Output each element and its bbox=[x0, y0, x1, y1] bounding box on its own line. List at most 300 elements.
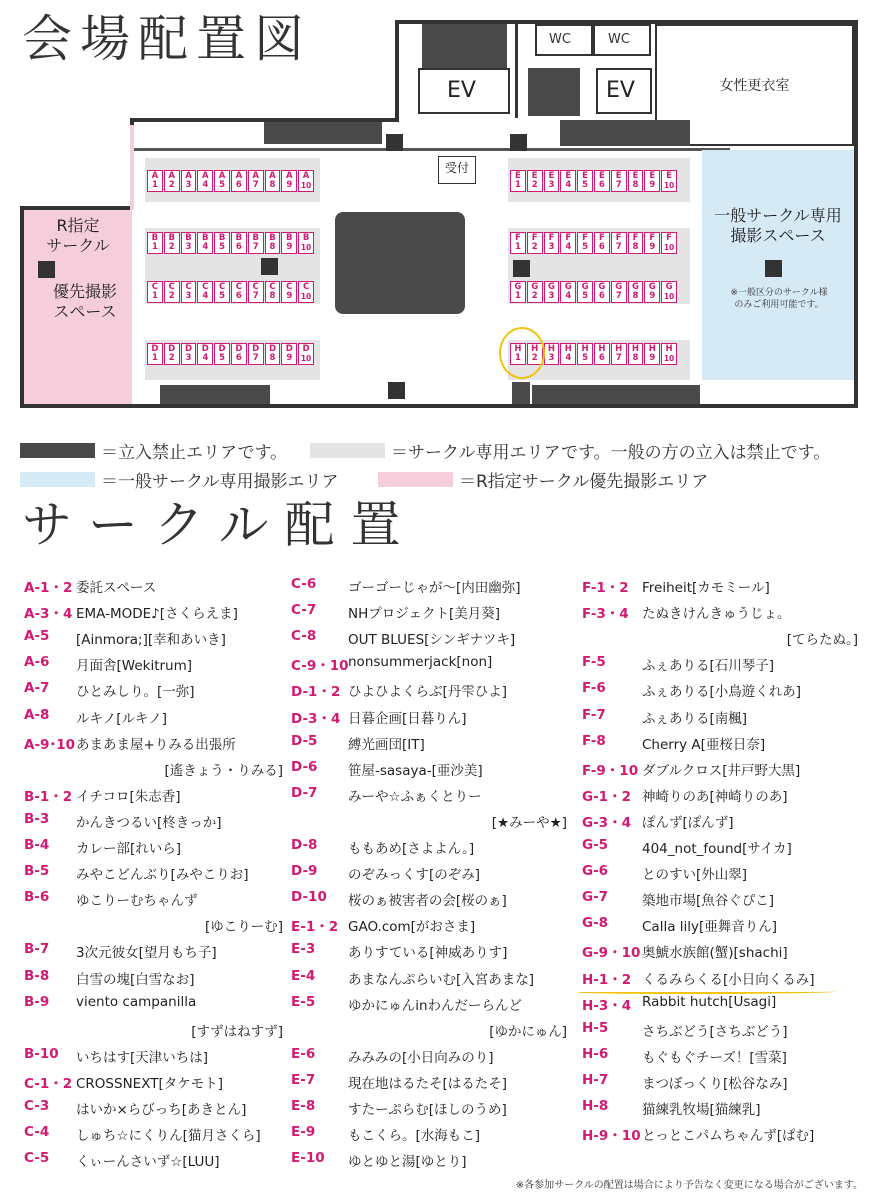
booth-number: 3 bbox=[185, 242, 192, 252]
booth-letter: C bbox=[168, 282, 175, 292]
circle-name: 桜のぁ被害者の会[桜のぁ] bbox=[348, 893, 507, 910]
restricted-area bbox=[160, 385, 270, 404]
booth-h-7 bbox=[611, 343, 627, 365]
booth-g-10 bbox=[661, 281, 677, 303]
booth-letter: G bbox=[631, 282, 639, 292]
booth-b-8 bbox=[265, 232, 281, 254]
booth-number: 8 bbox=[632, 291, 639, 301]
booth-g-8 bbox=[628, 281, 644, 303]
circle-name: とっとこパムちゃんず[ぱむ] bbox=[642, 1128, 815, 1145]
booth-c-5 bbox=[214, 281, 230, 303]
booth-letter: G bbox=[581, 282, 589, 292]
restricted-area bbox=[560, 120, 690, 146]
circle-code: B-7 bbox=[24, 941, 50, 958]
circle-code: D-3・4 bbox=[291, 710, 341, 727]
circle-name: 現在地はるたそ[はるたそ] bbox=[348, 1075, 508, 1092]
booth-number: 10 bbox=[663, 181, 675, 190]
circle-name: ふぇありる[小鳥遊くれあ] bbox=[642, 684, 802, 701]
booth-number: 2 bbox=[531, 353, 538, 363]
circle-code: D-8 bbox=[291, 837, 318, 853]
circle-code: A-5 bbox=[24, 628, 50, 645]
restricted-area bbox=[264, 122, 382, 144]
booth-letter: E bbox=[649, 171, 656, 181]
circle-code: A-6 bbox=[24, 654, 50, 671]
booth-letter: A bbox=[235, 171, 243, 181]
circle-name: 委託スペース bbox=[76, 580, 157, 596]
booth-number: 9 bbox=[649, 353, 656, 363]
booth-letter: G bbox=[564, 282, 572, 292]
booth-number: 10 bbox=[663, 354, 675, 363]
circle-code: A-8 bbox=[24, 706, 50, 723]
booth-letter: F bbox=[649, 233, 656, 243]
booth-letter: G bbox=[648, 282, 656, 292]
circle-code: H-3・4 bbox=[582, 997, 632, 1014]
circle-name: のぞみっくす[のぞみ] bbox=[348, 867, 481, 884]
circle-name: ゴーゴーじゃが〜[内田幽弥] bbox=[348, 580, 521, 596]
booth-b-5 bbox=[214, 232, 230, 254]
booth-number: 8 bbox=[632, 242, 639, 252]
booth-h-10 bbox=[661, 343, 677, 365]
circle-code: E-5 bbox=[291, 993, 316, 1010]
booth-c-3 bbox=[181, 281, 197, 303]
booth-letter: C bbox=[151, 282, 159, 292]
booth-number: 10 bbox=[300, 354, 312, 363]
booth-number: 6 bbox=[598, 180, 605, 190]
list-title: サークル配置 bbox=[22, 496, 417, 554]
booth-letter: D bbox=[285, 344, 293, 354]
circle-name-continued: [ゆかにゅん] bbox=[489, 1023, 567, 1040]
booth-number: 10 bbox=[300, 243, 312, 252]
booth-letter: F bbox=[615, 233, 622, 243]
booth-e-3 bbox=[544, 170, 560, 192]
booth-f-9 bbox=[644, 232, 660, 254]
wall bbox=[854, 20, 858, 408]
booth-letter: A bbox=[168, 171, 175, 181]
circle-name: かんきつるい[柊きっか] bbox=[76, 814, 222, 831]
booth-number: 9 bbox=[286, 180, 293, 190]
general-area-label: 一般サークル専用 撮影スペース bbox=[714, 206, 842, 245]
booth-letter: H bbox=[598, 344, 606, 354]
booth-number: 3 bbox=[548, 353, 555, 363]
booth-c-2 bbox=[164, 281, 180, 303]
circle-name: 猫練乳牧場[猫練乳] bbox=[642, 1102, 761, 1118]
circle-name: ひとみしり。[一弥] bbox=[76, 684, 195, 701]
booth-number: 3 bbox=[548, 242, 555, 252]
booth-number: 8 bbox=[269, 242, 276, 252]
circle-name: ルキノ[ルキノ] bbox=[76, 710, 167, 727]
booth-letter: A bbox=[151, 171, 159, 181]
wc-label: WC bbox=[549, 32, 571, 47]
booth-g-7 bbox=[611, 281, 627, 303]
circle-name: 奥鯱水族館(蟹)[shachi] bbox=[642, 945, 788, 962]
legend-swatch-pink bbox=[378, 472, 453, 487]
booth-letter: B bbox=[302, 233, 310, 243]
circle-code: E-8 bbox=[291, 1098, 316, 1114]
circle-name: 笹屋-sasaya-[亜沙美] bbox=[348, 762, 483, 779]
elevator-label: EV bbox=[447, 78, 476, 103]
booth-letter: D bbox=[302, 344, 310, 354]
circle-name: たぬきけんきゅうじょ。 bbox=[642, 606, 791, 623]
circle-code: F-1・2 bbox=[582, 580, 629, 596]
booth-f-7 bbox=[611, 232, 627, 254]
legend-r-rated-area bbox=[378, 467, 708, 492]
circle-code: B-4 bbox=[24, 837, 50, 853]
circle-name: CROSSNEXT[タケモト] bbox=[76, 1075, 223, 1092]
booth-number: 1 bbox=[514, 180, 521, 190]
booth-b-1 bbox=[147, 232, 163, 254]
circle-code: E-6 bbox=[291, 1045, 316, 1062]
legend-swatch-blue bbox=[20, 472, 95, 487]
booth-a-8 bbox=[265, 170, 281, 192]
booth-letter: F bbox=[514, 233, 521, 243]
booth-h-5 bbox=[577, 343, 593, 365]
booth-d-6 bbox=[231, 343, 247, 365]
booth-number: 7 bbox=[252, 180, 259, 190]
booth-letter: D bbox=[268, 344, 276, 354]
booth-c-7 bbox=[248, 281, 264, 303]
booth-row-e bbox=[510, 170, 677, 192]
circle-name: 縛光画団[IT] bbox=[348, 736, 425, 753]
booth-e-8 bbox=[628, 170, 644, 192]
restricted-area bbox=[528, 68, 580, 116]
booth-d-10 bbox=[298, 343, 314, 365]
wall bbox=[20, 404, 858, 408]
circle-name-continued: [てらたぬ。] bbox=[786, 632, 858, 649]
circle-code: C-5 bbox=[24, 1150, 50, 1167]
booth-number: 5 bbox=[582, 291, 589, 301]
booth-number: 3 bbox=[548, 180, 555, 190]
booth-letter: F bbox=[632, 233, 639, 243]
legend-circle-only bbox=[310, 438, 830, 463]
booth-number: 5 bbox=[219, 353, 226, 363]
circle-name: とのすい[外山翠] bbox=[642, 867, 748, 884]
circle-code: G-3・4 bbox=[582, 814, 631, 831]
circle-code: H-6 bbox=[582, 1045, 609, 1062]
circle-code: D-1・2 bbox=[291, 684, 341, 701]
circle-name: くるみらくる[小日向くるみ] bbox=[642, 971, 815, 988]
booth-letter: F bbox=[565, 233, 572, 243]
circle-code: C-9・10 bbox=[291, 658, 349, 675]
booth-number: 2 bbox=[168, 353, 175, 363]
booth-letter: A bbox=[252, 171, 259, 181]
circle-code: B-5 bbox=[24, 863, 50, 880]
booth-number: 2 bbox=[531, 291, 538, 301]
circle-name: 白雪の塊[白雪なお] bbox=[76, 971, 195, 988]
general-area-note: ※一般区分のサークル様 のみご利用可能です。 bbox=[730, 288, 828, 310]
circle-name: GAO.com[がおさま] bbox=[348, 919, 476, 936]
booth-b-7 bbox=[248, 232, 264, 254]
circle-code: D-5 bbox=[291, 732, 318, 749]
booth-g-1 bbox=[510, 281, 526, 303]
booth-number: 1 bbox=[514, 291, 521, 301]
circle-name: ふぇありる[石川琴子] bbox=[642, 658, 775, 675]
booth-number: 5 bbox=[219, 180, 226, 190]
circle-name: しゅち☆にくりん[猫月さくら] bbox=[76, 1128, 261, 1145]
booth-letter: A bbox=[269, 171, 276, 181]
circle-name: みやこどんぶり[みやこりお] bbox=[76, 867, 249, 884]
circle-code: F-9・10 bbox=[582, 762, 639, 779]
booth-number: 8 bbox=[269, 353, 276, 363]
circle-name: ふぇありる[南楓] bbox=[642, 710, 748, 727]
circle-code: G-9・10 bbox=[582, 945, 641, 962]
circle-name: さちぶどう[さちぶどう] bbox=[642, 1023, 788, 1040]
circle-name: Cherry A[亜桜日奈] bbox=[642, 736, 766, 753]
booth-letter: B bbox=[218, 233, 226, 243]
circle-code: H-8 bbox=[582, 1098, 609, 1114]
booth-letter: H bbox=[547, 344, 556, 354]
pillar bbox=[386, 134, 403, 151]
circle-code: F-7 bbox=[582, 706, 606, 723]
booth-h-4 bbox=[560, 343, 576, 365]
booth-letter: D bbox=[218, 344, 226, 354]
circle-code: A-3・4 bbox=[24, 606, 73, 623]
booth-letter: H bbox=[564, 344, 572, 354]
booth-number: 1 bbox=[151, 291, 158, 301]
map-title: 会場配置図 bbox=[22, 10, 312, 68]
circle-code: D-9 bbox=[291, 863, 318, 880]
booth-number: 3 bbox=[185, 353, 192, 363]
booth-number: 9 bbox=[649, 242, 656, 252]
booth-number: 5 bbox=[582, 242, 589, 252]
footnote: ※各参加サークルの配置は場合により予告なく変更になる場合がございます。 bbox=[515, 1180, 863, 1191]
booth-a-6 bbox=[231, 170, 247, 192]
booth-c-10 bbox=[298, 281, 314, 303]
booth-number: 6 bbox=[598, 242, 605, 252]
booth-f-8 bbox=[628, 232, 644, 254]
booth-c-4 bbox=[197, 281, 213, 303]
circle-name: Calla lily[亜舞音りん] bbox=[642, 919, 778, 936]
circle-code: D-10 bbox=[291, 889, 327, 906]
booth-d-8 bbox=[265, 343, 281, 365]
circle-code: B-8 bbox=[24, 967, 50, 984]
circle-code: A-9･10 bbox=[24, 736, 75, 753]
booth-f-4 bbox=[560, 232, 576, 254]
booth-f-6 bbox=[594, 232, 610, 254]
central-restricted-block bbox=[335, 212, 465, 314]
booth-number: 4 bbox=[202, 353, 209, 363]
booth-number: 2 bbox=[531, 180, 538, 190]
booth-number: 4 bbox=[565, 180, 572, 190]
booth-letter: B bbox=[185, 233, 192, 243]
booth-letter: D bbox=[201, 344, 209, 354]
booth-letter: B bbox=[286, 233, 293, 243]
booth-number: 9 bbox=[649, 291, 656, 301]
priority-label: 優先撮影 スペース bbox=[52, 282, 117, 321]
booth-g-2 bbox=[527, 281, 543, 303]
booth-f-1 bbox=[510, 232, 526, 254]
booth-number: 6 bbox=[235, 291, 242, 301]
floor-plan bbox=[0, 0, 875, 430]
elevator-label: EV bbox=[606, 78, 635, 103]
booth-d-3 bbox=[181, 343, 197, 365]
circle-code: G-6 bbox=[582, 863, 609, 880]
booth-letter: F bbox=[598, 233, 605, 243]
booth-g-4 bbox=[560, 281, 576, 303]
circle-name: もぐもぐチーズ！[雪菜] bbox=[642, 1049, 787, 1066]
r-rated-priority-area bbox=[130, 125, 134, 210]
legend-text: ＝一般サークル専用撮影エリア bbox=[101, 472, 339, 492]
legend-general-area bbox=[20, 467, 339, 492]
pillar bbox=[513, 260, 530, 277]
booth-a-1 bbox=[147, 170, 163, 192]
booth-letter: A bbox=[302, 171, 310, 181]
circle-code: H-5 bbox=[582, 1019, 609, 1036]
circle-code: C-1・2 bbox=[24, 1075, 73, 1092]
circle-code: A-7 bbox=[24, 680, 50, 697]
booth-letter: C bbox=[202, 282, 209, 292]
pillar bbox=[510, 134, 527, 151]
legend-swatch-grey bbox=[310, 443, 385, 458]
booth-number: 7 bbox=[615, 242, 622, 252]
circle-name-continued: [遙きょう・りみる] bbox=[164, 762, 283, 779]
booth-number: 1 bbox=[151, 180, 158, 190]
booth-e-4 bbox=[560, 170, 576, 192]
booth-d-7 bbox=[248, 343, 264, 365]
circle-name: くぃーんさいず☆[LUU] bbox=[76, 1154, 220, 1171]
booth-h-3 bbox=[544, 343, 560, 365]
booth-c-8 bbox=[265, 281, 281, 303]
booth-number: 2 bbox=[531, 242, 538, 252]
booth-letter: A bbox=[185, 171, 192, 181]
circle-name: 築地市場[魚谷ぐぴこ] bbox=[642, 893, 775, 910]
circle-name-continued: [★みーや★] bbox=[491, 814, 567, 831]
circle-name: OUT BLUES[シンギナツキ] bbox=[348, 632, 516, 649]
circle-code: F-6 bbox=[582, 680, 606, 697]
booth-letter: A bbox=[201, 171, 209, 181]
booth-number: 2 bbox=[168, 242, 175, 252]
booth-letter: E bbox=[514, 171, 521, 181]
legend-text: ＝立入禁止エリアです。 bbox=[101, 443, 288, 463]
booth-letter: H bbox=[631, 344, 640, 354]
booth-letter: G bbox=[665, 282, 673, 292]
booth-number: 1 bbox=[151, 353, 158, 363]
booth-g-3 bbox=[544, 281, 560, 303]
circle-name: [Ainmora;][幸和あいき] bbox=[76, 632, 226, 649]
booth-b-10 bbox=[298, 232, 314, 254]
circle-code: H-9・10 bbox=[582, 1128, 641, 1145]
circle-name: Rabbit hutch[Usagi] bbox=[642, 993, 777, 1010]
circle-code: B-6 bbox=[24, 889, 50, 906]
legend-restricted bbox=[20, 438, 287, 463]
booth-number: 8 bbox=[632, 353, 639, 363]
wall bbox=[395, 20, 399, 122]
circle-code: C-4 bbox=[24, 1124, 50, 1141]
booth-letter: C bbox=[185, 282, 192, 292]
circle-name: みーや☆ふぁくとりー bbox=[348, 788, 482, 805]
booth-number: 7 bbox=[252, 242, 259, 252]
booth-letter: G bbox=[615, 282, 623, 292]
booth-f-2 bbox=[527, 232, 543, 254]
booth-a-9 bbox=[281, 170, 297, 192]
booth-letter: H bbox=[665, 344, 673, 354]
circle-code: C-7 bbox=[291, 602, 317, 619]
booth-number: 9 bbox=[286, 242, 293, 252]
booth-letter: E bbox=[582, 171, 588, 181]
circle-name: ひよひよくらぶ[丹雫ひよ] bbox=[348, 684, 508, 701]
booth-letter: F bbox=[531, 233, 538, 243]
booth-number: 9 bbox=[286, 353, 293, 363]
circle-name: ぽんず[ぽんず] bbox=[642, 814, 734, 831]
booth-number: 6 bbox=[235, 242, 242, 252]
booth-letter: C bbox=[235, 282, 242, 292]
booth-number: 7 bbox=[615, 353, 622, 363]
booth-letter: E bbox=[615, 171, 622, 181]
pillar bbox=[765, 260, 782, 277]
booth-a-10 bbox=[298, 170, 314, 192]
booth-number: 4 bbox=[565, 353, 572, 363]
wall bbox=[130, 148, 730, 151]
booth-number: 9 bbox=[286, 291, 293, 301]
booth-letter: H bbox=[615, 344, 623, 354]
circle-name: もこくら。[水海もこ] bbox=[348, 1128, 481, 1145]
booth-letter: F bbox=[666, 233, 672, 243]
booth-letter: F bbox=[582, 233, 588, 243]
circle-name: NHプロジェクト[美月葵] bbox=[348, 606, 501, 623]
booth-number: 10 bbox=[300, 181, 312, 190]
circle-code: B-9 bbox=[24, 993, 50, 1010]
circle-name: あまなんぷらいむ[入宮あまな] bbox=[348, 971, 535, 988]
circle-name-continued: [ゆこりーむ] bbox=[204, 919, 283, 936]
circle-code: G-5 bbox=[582, 837, 609, 853]
booth-b-2 bbox=[164, 232, 180, 254]
booth-e-1 bbox=[510, 170, 526, 192]
booth-number: 2 bbox=[168, 291, 175, 301]
booth-letter: B bbox=[202, 233, 209, 243]
booth-f-3 bbox=[544, 232, 560, 254]
circle-name: みみみの[小日向みのり] bbox=[348, 1049, 494, 1066]
booth-number: 8 bbox=[269, 291, 276, 301]
circle-code: B-1・2 bbox=[24, 788, 73, 805]
circle-code: F-8 bbox=[582, 732, 606, 749]
booth-row-f bbox=[510, 232, 677, 254]
booth-number: 7 bbox=[615, 180, 622, 190]
circle-code: H-7 bbox=[582, 1071, 609, 1088]
booth-row-a bbox=[147, 170, 314, 192]
booth-a-4 bbox=[197, 170, 213, 192]
circle-name: ダブルクロス[井戸野大黒] bbox=[642, 762, 801, 779]
circle-name: 月面舎[Wekitrum] bbox=[76, 658, 193, 675]
booth-d-9 bbox=[281, 343, 297, 365]
circle-name: すたーぷらむ[ほしのうめ] bbox=[348, 1102, 507, 1118]
booth-g-9 bbox=[644, 281, 660, 303]
highlight-underline-h1-2 bbox=[578, 990, 836, 994]
booth-e-6 bbox=[594, 170, 610, 192]
booth-letter: B bbox=[235, 233, 243, 243]
booth-letter: E bbox=[666, 171, 672, 181]
circle-code: E-3 bbox=[291, 941, 316, 958]
booth-e-2 bbox=[527, 170, 543, 192]
circle-code: G-7 bbox=[582, 889, 609, 906]
circle-name: いちはす[天津いちは] bbox=[76, 1049, 209, 1066]
booth-number: 3 bbox=[185, 180, 192, 190]
booth-number: 10 bbox=[663, 243, 675, 252]
booth-number: 7 bbox=[615, 291, 622, 301]
circle-name: Freiheit[カモミール] bbox=[642, 580, 770, 596]
booth-number: 4 bbox=[202, 242, 209, 252]
female-changing-room-label: 女性更衣室 bbox=[719, 78, 790, 94]
booth-letter: C bbox=[302, 282, 310, 292]
booth-letter: A bbox=[218, 171, 226, 181]
booth-letter: D bbox=[235, 344, 243, 354]
booth-e-5 bbox=[577, 170, 593, 192]
circle-name: ゆかにゅんinわんだーらんど bbox=[348, 997, 523, 1014]
booth-number: 1 bbox=[151, 242, 158, 252]
circle-code: E-7 bbox=[291, 1071, 316, 1088]
booth-number: 4 bbox=[565, 291, 572, 301]
booth-letter: C bbox=[269, 282, 276, 292]
booth-h-9 bbox=[644, 343, 660, 365]
legend-text: ＝R指定サークル優先撮影エリア bbox=[459, 472, 709, 492]
